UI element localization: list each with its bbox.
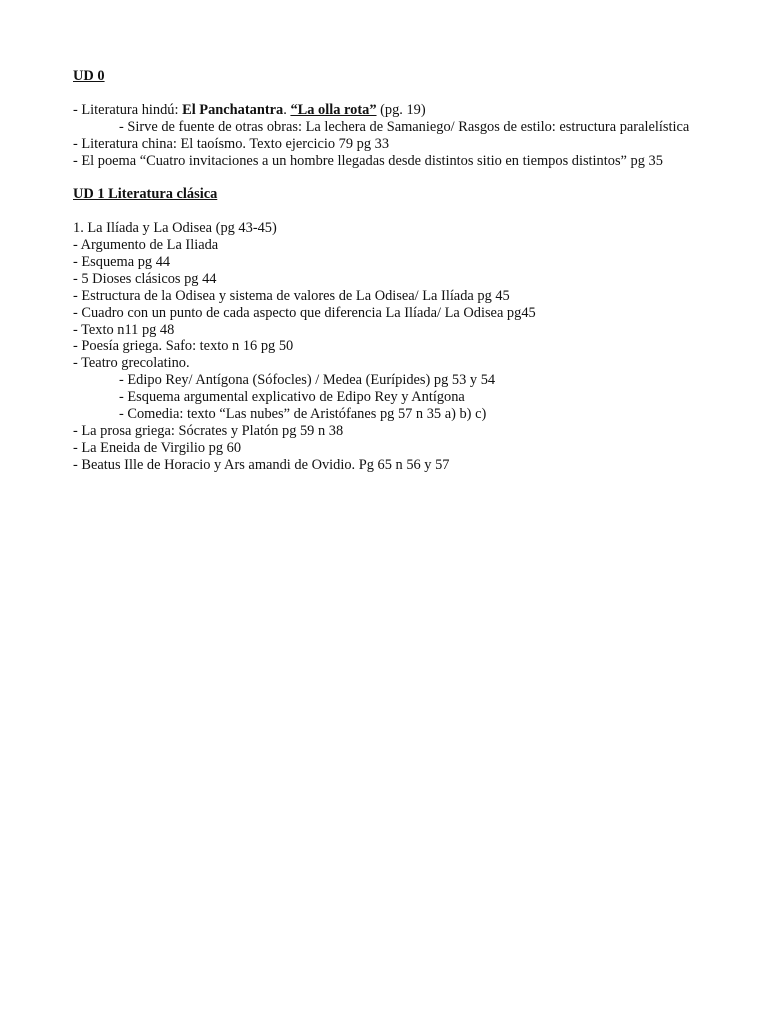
ud0-heading: UD 0 (73, 68, 105, 84)
list-item: - Argumento de La Iliada (73, 237, 219, 254)
list-item: - Estructura de la Odisea y sistema de valores de La Odisea/ La Ilíada pg 45 (73, 287, 510, 304)
list-item: - Beatus Ille de Horacio y Ars amandi de Ovidio. Pg 65 n 56 y 57 (73, 456, 450, 473)
hindu-separator: . (283, 101, 291, 118)
teatro-subitem: - Edipo Rey/ Antígona (Sófocles) / Medea (Eurípides) pg 53 y 54 (119, 372, 496, 389)
spacer (73, 203, 698, 220)
list-item: - Poesía griega. Safo: texto n 16 pg 50 (73, 338, 294, 355)
ud1-heading: UD 1 Literatura clásica (73, 186, 218, 203)
list-item: - Cuadro con un punto de cada aspecto que diferencia La Ilíada/ La Odisea pg45 (73, 304, 536, 321)
list-item: - La prosa griega: Sócrates y Platón pg 59 n 38 (73, 422, 344, 439)
spacer (73, 85, 698, 102)
list-item: - Esquema pg 44 (73, 253, 171, 270)
olla-rota-title: “La olla rota” (290, 101, 377, 118)
document-page (73, 68, 698, 474)
china-literature-line: - Literatura china: El taoísmo. Texto ejercicio 79 pg 33 (73, 135, 390, 152)
hindu-subitem: - Sirve de fuente de otras obras: La lechera de Samaniego/ Rasgos de estilo: estructura paralelística (119, 118, 690, 135)
list-item: 1. La Ilíada y La Odisea (pg 43-45) (73, 220, 277, 237)
list-item: - 5 Dioses clásicos pg 44 (73, 270, 217, 287)
poema-line: - El poema “Cuatro invitaciones a un hombre llegadas desde distintos sitio en tiempos distintos” pg 35 (73, 152, 663, 169)
teatro-subitem: - Esquema argumental explicativo de Edipo Rey y Antígona (119, 389, 465, 406)
teatro-subitem: - Comedia: texto “Las nubes” de Aristófanes pg 57 n 35 a) b) c) (119, 406, 487, 423)
hindu-page-ref: (pg. 19) (376, 101, 426, 118)
list-item: - Texto n11 pg 48 (73, 321, 175, 338)
hindu-literature-line (73, 102, 698, 119)
list-item: - Teatro grecolatino. (73, 355, 190, 372)
panchatantra-title: El Panchatantra (182, 101, 284, 118)
hindu-prefix: - Literatura hindú: (73, 101, 183, 118)
spacer (73, 169, 698, 186)
list-item: - La Eneida de Virgilio pg 60 (73, 439, 242, 456)
